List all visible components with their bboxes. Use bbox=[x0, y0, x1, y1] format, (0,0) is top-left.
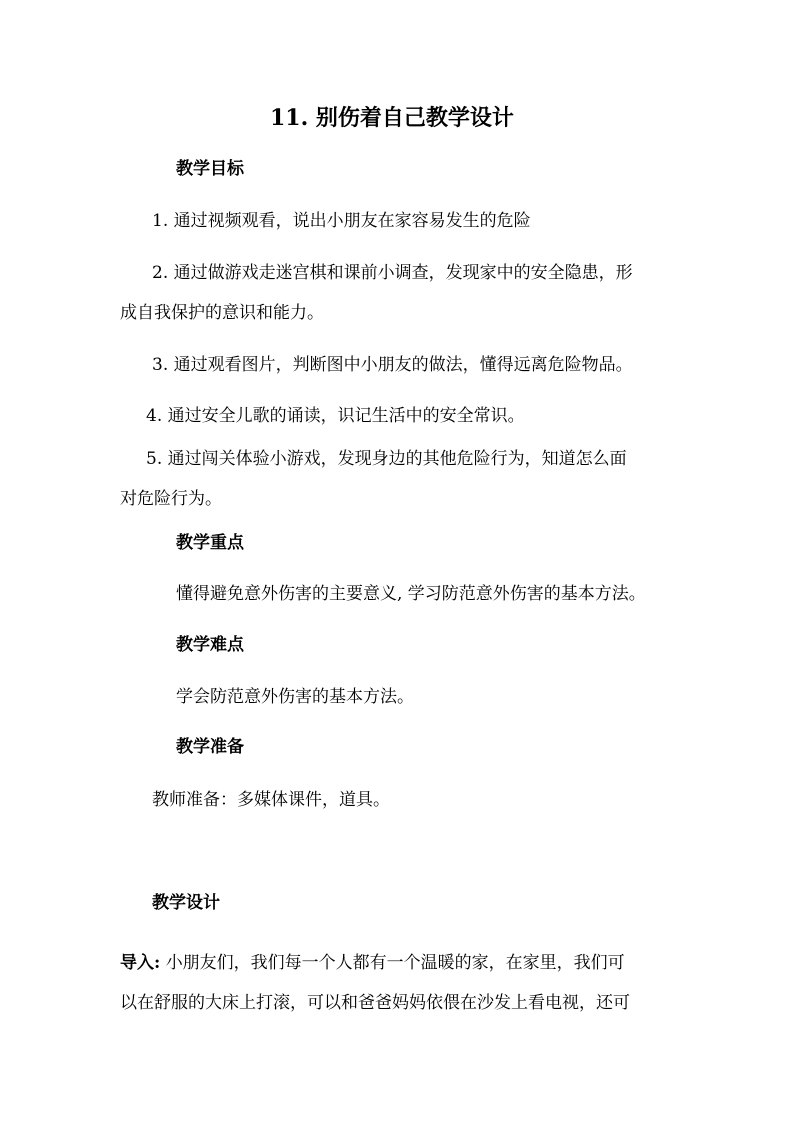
preparation-heading: 教学准备 bbox=[176, 737, 244, 757]
difficulties-text: 学会防范意外伤害的基本方法。 bbox=[176, 687, 414, 707]
objectives-heading: 教学目标 bbox=[176, 159, 244, 179]
objective-5-line-1: 5. 通过闯关体验小游戏，发现身边的其他危险行为，知道怎么面 bbox=[146, 449, 627, 469]
objective-2-line-1: 2. 通过做游戏走迷宫棋和课前小调查，发现家中的安全隐患，形 bbox=[152, 263, 633, 283]
intro-text-1: 小朋友们，我们每一个人都有一个温暖的家，在家里，我们可 bbox=[165, 953, 625, 973]
objective-1: 1. 通过视频观看，说出小朋友在家容易发生的危险 bbox=[152, 211, 531, 231]
design-heading: 教学设计 bbox=[152, 893, 220, 913]
intro-label: 导入: bbox=[120, 953, 161, 973]
key-points-text: 懂得避免意外伤害的主要意义, 学习防范意外伤害的基本方法。 bbox=[176, 584, 646, 604]
document-title: 11. 别伤着自己教学设计 bbox=[270, 105, 514, 131]
objective-3: 3. 通过观看图片，判断图中小朋友的做法，懂得远离危险物品。 bbox=[152, 355, 633, 375]
intro-paragraph-line-1 bbox=[120, 952, 625, 974]
key-points-heading: 教学重点 bbox=[176, 533, 244, 553]
preparation-text: 教师准备：多媒体课件，道具。 bbox=[152, 790, 390, 810]
difficulties-heading: 教学难点 bbox=[176, 635, 244, 655]
objective-4: 4. 通过安全儿歌的诵读，识记生活中的安全常识。 bbox=[146, 406, 525, 426]
objective-5-line-2: 对危险行为。 bbox=[120, 489, 222, 509]
objective-2-line-2: 成自我保护的意识和能力。 bbox=[120, 303, 324, 323]
intro-paragraph-line-2: 以在舒服的大床上打滚，可以和爸爸妈妈依偎在沙发上看电视，还可 bbox=[120, 993, 630, 1013]
